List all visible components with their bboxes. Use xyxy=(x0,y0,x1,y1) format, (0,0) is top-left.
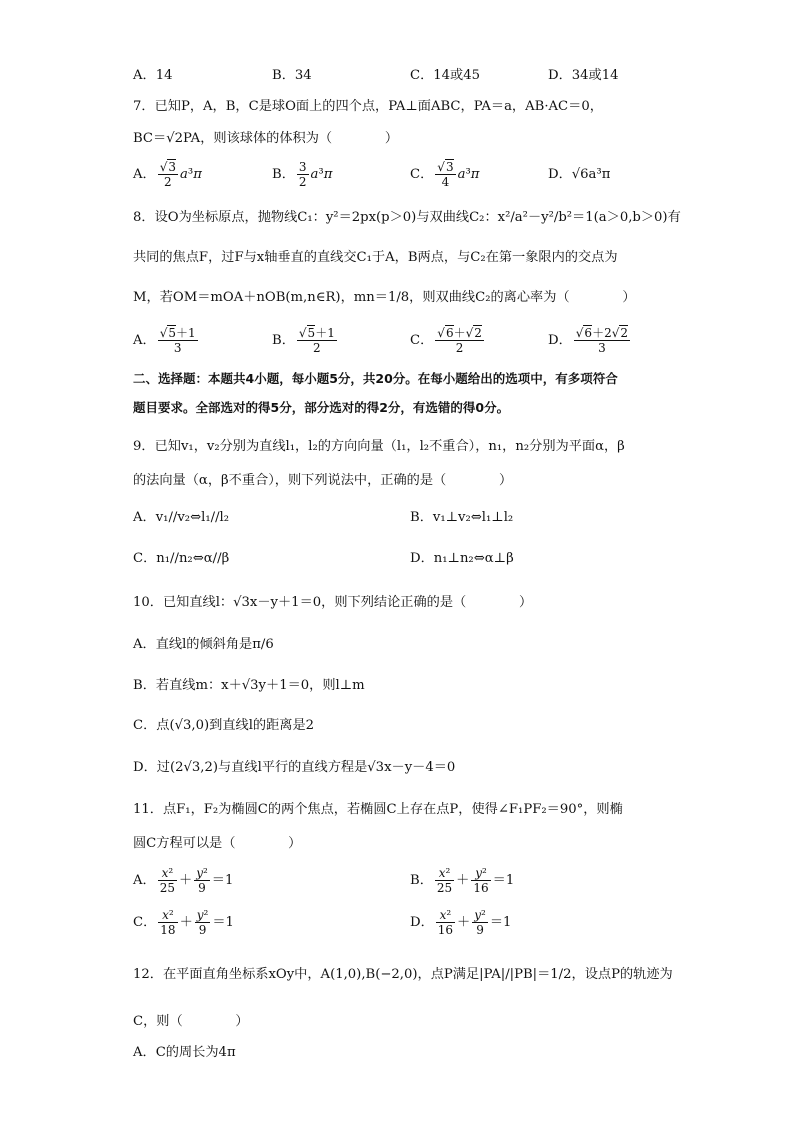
q10-stem: 10．已知直线l：√3x－y＋1＝0，则下列结论正确的是（ ） xyxy=(133,595,533,610)
q12-option-a: A．C的周长为4π xyxy=(133,1045,236,1060)
q7-stem-line2: BC＝√2PA，则该球体的体积为（ ） xyxy=(133,131,399,146)
q11-option-a: A． $\frac{\text{x²}}{25}$ ＋ $\frac{\text{y²}}{9}$ ＝1 xyxy=(133,866,234,895)
q8-option-d: D． $\frac{√6+2√2}{3}$ xyxy=(548,326,628,355)
q7-stem-line1: 7．已知P，A，B，C是球O面上的四个点，PA⊥面ABC，PA＝a，AB·AC＝0， xyxy=(133,99,603,114)
q8-option-a: A． $\frac{√5+1}{3}$ xyxy=(133,326,196,355)
q10-option-a: A．直线l的倾斜角是π/6 xyxy=(133,637,274,652)
q11-option-d: D． $\frac{\text{x²}}{16}$ ＋ $\frac{\text{y²}}{9}$ ＝1 xyxy=(410,908,512,937)
q9-option-a: A．v₁//v₂⇔l₁//l₂ xyxy=(133,510,230,525)
q9-option-d: D．n₁⊥n₂⇔α⊥β xyxy=(410,551,514,566)
q11-stem-line2: 圆C方程可以是（ ） xyxy=(133,836,302,851)
q10-option-b: B．若直线m：x＋√3y＋1＝0，则l⊥m xyxy=(133,678,365,693)
q8-option-c: C． $\frac{√6+√2}{2}$ xyxy=(410,326,482,355)
q10-option-c: C．点(√3,0)到直线l的距离是2 xyxy=(133,718,315,733)
q8-stem-line2: 共同的焦点F，过F与x轴垂直的直线交C₁于A，B两点，与C₂在第一象限内的交点为 xyxy=(133,250,618,265)
q8-stem-line1: 8．设O为坐标原点，抛物线C₁：y²＝2px(p＞0)与双曲线C₂：x²/a²－y²/b²＝1(a＞0,b＞0)有 xyxy=(133,210,681,225)
q12-stem-line2: C，则（ ） xyxy=(133,1014,249,1029)
q7-option-b: B． $\frac{3}{2}$ a³π xyxy=(272,160,333,189)
section2-heading-line1: 二、选择题：本题共4小题，每小题5分，共20分。在每小题给出的选项中，有多项符合 xyxy=(133,371,618,386)
q6-option-c: C．14或45 xyxy=(410,68,481,83)
q9-stem-line2: 的法向量（α，β不重合），则下列说法中，正确的是（ ） xyxy=(133,473,513,488)
q12-stem-line1: 12．在平面直角坐标系xOy中，A(1,0),B(−2,0)，点P满足|PA|/|PB|＝1/2，设点P的轨迹为 xyxy=(133,967,673,982)
q11-option-c: C． $\frac{\text{x²}}{18}$ ＋ $\frac{\text{y²}}{9}$ ＝1 xyxy=(133,908,234,937)
q9-option-c: C．n₁//n₂⇔α//β xyxy=(133,551,230,566)
q8-stem-line3: M，若OM＝mOA＋nOB(m,n∈R)，mn＝1/8，则双曲线C₂的离心率为（ ） xyxy=(133,290,636,305)
q6-option-a: A．14 xyxy=(133,68,173,83)
q7-option-d: D．√6a³π xyxy=(548,167,611,182)
q7-option-a: A． $\frac{√3}{2}$ a³π xyxy=(133,160,202,189)
section2-heading-line2: 题目要求。全部选对的得5分，部分选对的得2分，有选错的得0分。 xyxy=(133,400,510,415)
q10-option-d: D．过(2√3,2)与直线l平行的直线方程是√3x－y－4＝0 xyxy=(133,760,456,775)
q11-option-b: B． $\frac{\text{x²}}{25}$ ＋ $\frac{\text{y²}}{16}$ ＝1 xyxy=(410,866,515,895)
q6-option-b: B．34 xyxy=(272,68,312,83)
q9-stem-line1: 9．已知v₁，v₂分别为直线l₁，l₂的方向向量（l₁，l₂不重合），n₁，n₂分别为平面α，β xyxy=(133,439,625,454)
q6-option-d: D．34或14 xyxy=(548,68,619,83)
q8-option-b: B． $\frac{√5+1}{2}$ xyxy=(272,326,335,355)
q11-stem-line1: 11．点F₁，F₂为椭圆C的两个焦点，若椭圆C上存在点P，使得∠F₁PF₂＝90°，则椭 xyxy=(133,802,623,817)
q7-option-c: C． $\frac{√3}{4}$ a³π xyxy=(410,160,480,189)
q9-option-b: B．v₁⊥v₂⇔l₁⊥l₂ xyxy=(410,510,514,525)
